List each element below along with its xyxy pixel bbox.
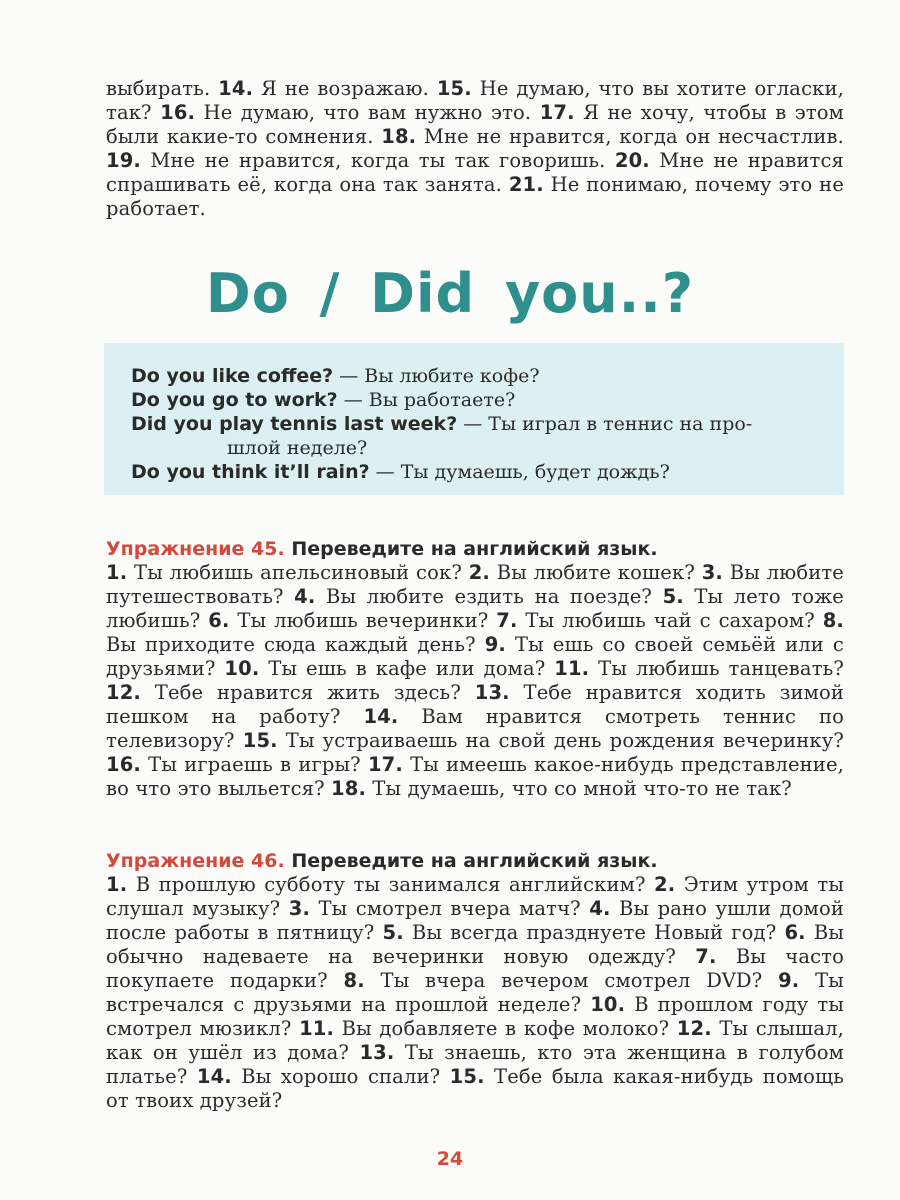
item-number: 1. [106, 561, 128, 584]
item-number: 2. [654, 873, 676, 896]
item-number: 12. [106, 681, 141, 704]
item-text: Ты ешь в кафе или дома? [259, 657, 555, 680]
item-number: 1. [106, 873, 128, 896]
item-text: В прошлую субботу ты занимался английским? [127, 873, 655, 896]
item-number: 4. [294, 585, 316, 608]
item-text: Ты имеешь какое-нибудь представление, во что это выльется? [106, 753, 844, 800]
item-text: Я не возражаю. [253, 77, 437, 100]
item-text: Не понимаю, почему это не работает. [106, 173, 845, 220]
item-text: Ты думаешь, что со мной что-то не так? [366, 777, 792, 800]
item-number: 9. [484, 633, 506, 656]
item-number: 9. [778, 969, 800, 992]
item-number: 6. [784, 921, 806, 944]
example-list [131, 364, 831, 484]
example-english: Do you like coffee? [131, 365, 334, 387]
item-text: Тебе была какая-нибудь помощь от твоих друзей? [106, 1065, 845, 1112]
item-number: 15. [449, 1065, 485, 1088]
item-number: 3. [701, 561, 723, 584]
example-line [131, 388, 831, 412]
example-russian: — Вы любите кофе? [333, 365, 540, 387]
item-text: Вы хорошо спали? [231, 1065, 450, 1088]
item-text: Вы рано ушли домой после работы в пятницу? [106, 897, 844, 944]
item-number: 12. [676, 1017, 712, 1040]
item-number: 17. [367, 753, 403, 776]
exercise-45-instruction: Переведите на английский язык. [284, 538, 658, 560]
example-russian-continued: шлой неделе? [227, 437, 368, 459]
item-number: 8. [822, 609, 844, 632]
item-text: Вы добавляете в кофе молоко? [334, 1017, 677, 1040]
exercise-46-title [106, 849, 844, 873]
item-text: Ты ешь со своей семьёй или с друзьями? [106, 633, 844, 680]
item-number: 11. [299, 1017, 335, 1040]
example-english: Do you go to work? [131, 389, 338, 411]
item-text: Вы любите кошек? [490, 561, 702, 584]
exercise-46-instruction: Переведите на английский язык. [284, 850, 658, 872]
item-text: Тебе нравится ходить зимой пешком на работу? [106, 681, 844, 728]
item-text: Я не хочу, чтобы в этом были какие-то сомнения. [106, 101, 844, 148]
item-text: Вы любите ездить на поезде? [315, 585, 663, 608]
exercise-46-content [106, 873, 844, 1113]
exercise-45-title [106, 537, 844, 561]
item-text: Ты слышал, как он ушёл из дома? [106, 1017, 844, 1064]
item-text: Ты любишь танцевать? [589, 657, 845, 680]
item-text: Ты лето тоже любишь? [106, 585, 844, 632]
item-text: Мне не нравится, когда он несчастлив. [416, 125, 845, 148]
item-text: Вы часто покупаете подарки? [106, 945, 844, 992]
item-text: Этим утром ты слушал музыку? [106, 873, 845, 920]
item-number: 15. [436, 77, 472, 100]
example-line [131, 364, 831, 388]
item-text: Не думаю, что вам нужно это. [195, 101, 540, 124]
item-text: Вы приходите сюда каждый день? [106, 633, 485, 656]
example-english: Do you think it’ll rain? [131, 461, 370, 483]
item-text: Вы всегда празднуете Новый год? [403, 921, 785, 944]
item-number: 21. [508, 173, 544, 196]
item-number: 13. [474, 681, 510, 704]
example-line [131, 412, 831, 436]
item-number: 4. [589, 897, 611, 920]
item-text: Ты устраиваешь на свой день рождения вечеринку? [277, 729, 844, 752]
item-number: 7. [496, 609, 518, 632]
item-number: 14. [218, 77, 254, 100]
exercise-45-label: Упражнение 45. [106, 538, 285, 560]
item-number: 16. [160, 101, 196, 124]
item-number: 5. [382, 921, 404, 944]
example-russian: — Ты играл в теннис на про- [457, 413, 753, 435]
item-number: 18. [331, 777, 367, 800]
item-text: Мне не нравится, когда ты так говоришь. [141, 149, 615, 172]
item-number: 5. [662, 585, 684, 608]
section-heading: Do / Did you..? [205, 262, 695, 325]
item-number: 14. [196, 1065, 232, 1088]
exercise-45-content [106, 561, 844, 801]
item-text: Ты вчера вечером смотрел DVD? [364, 969, 779, 992]
item-text: Вам нравится смотреть теннис по телевизору? [106, 705, 845, 752]
item-number: 10. [224, 657, 260, 680]
example-line [131, 460, 831, 484]
item-text: Ты любишь апельсиновый сок? [127, 561, 469, 584]
top-paragraph [106, 77, 844, 221]
item-number: 7. [695, 945, 717, 968]
item-number: 13. [359, 1041, 395, 1064]
item-number: 8. [343, 969, 365, 992]
item-text: Тебе нравится жить здесь? [141, 681, 475, 704]
item-text: выбирать. [106, 77, 219, 100]
item-number: 10. [590, 993, 626, 1016]
item-number: 2. [468, 561, 490, 584]
example-russian: — Вы работаете? [337, 389, 516, 411]
item-text: Ты любишь чай с сахаром? [517, 609, 823, 632]
item-text: В прошлом году ты смотрел мюзикл? [106, 993, 845, 1040]
item-text: Ты знаешь, кто эта женщина в голубом платье? [106, 1041, 844, 1088]
item-number: 3. [288, 897, 311, 920]
example-english: Did you play tennis last week? [131, 413, 458, 435]
exercise-46-label: Упражнение 46. [106, 850, 285, 872]
example-russian: — Ты думаешь, будет дождь? [369, 461, 670, 483]
item-number: 11. [554, 657, 590, 680]
item-number: 19. [106, 149, 141, 172]
item-text: Ты смотрел вчера матч? [310, 897, 590, 920]
item-text: Ты играешь в игры? [141, 753, 368, 776]
item-number: 20. [614, 149, 650, 172]
item-text: Не думаю, что вы хотите огласки, так? [106, 77, 844, 124]
page-number: 24 [436, 1148, 464, 1170]
item-text: Вы обычно надеваете на вечеринки новую одежду? [106, 921, 845, 968]
item-number: 18. [381, 125, 417, 148]
item-number: 17. [539, 101, 575, 124]
item-text: Мне не нравится спрашивать её, когда она так занята. [106, 149, 844, 196]
item-number: 6. [208, 609, 230, 632]
item-text: Ты любишь вечеринки? [229, 609, 497, 632]
item-number: 15. [242, 729, 278, 752]
item-number: 16. [106, 753, 141, 776]
item-text: Ты встречался с друзьями на прошлой неделе? [106, 969, 844, 1016]
item-number: 14. [363, 705, 399, 728]
item-text: Вы любите путешествовать? [106, 561, 844, 608]
